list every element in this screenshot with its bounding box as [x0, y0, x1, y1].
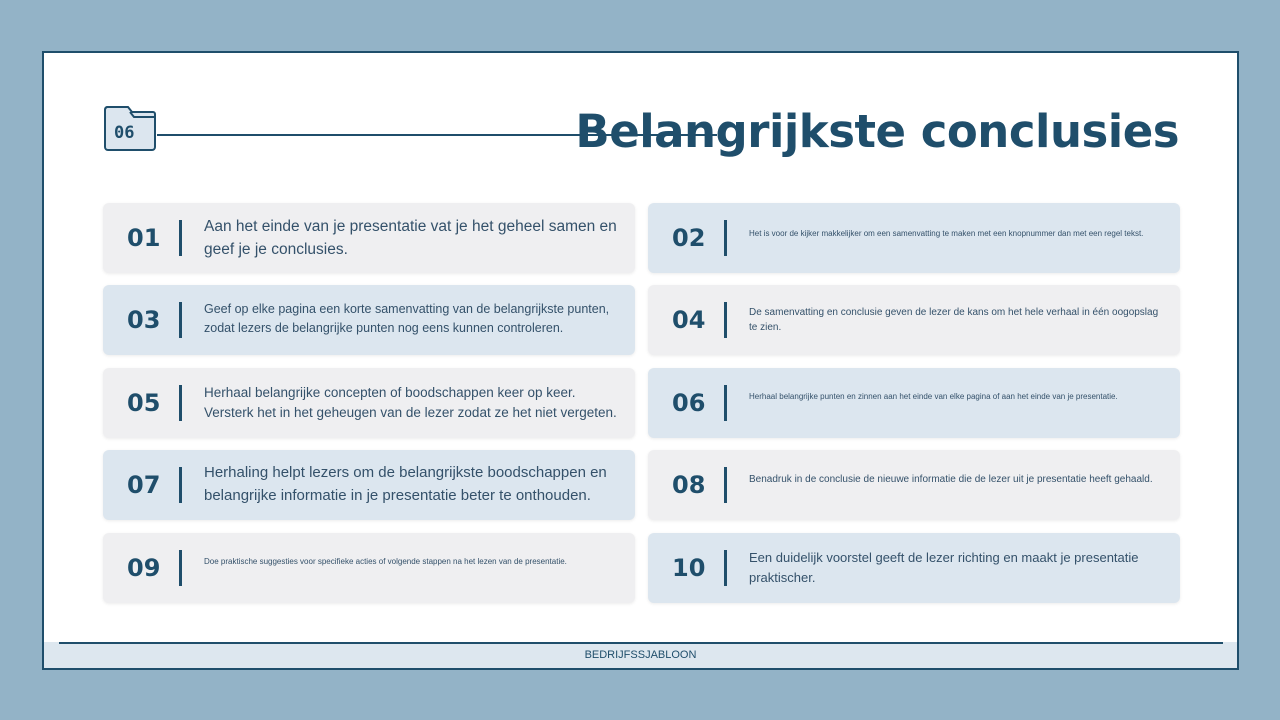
card-number: 03: [127, 306, 161, 334]
card-text: Aan het einde van je presentatie vat je het geheel samen en geef je je conclusies.: [204, 218, 617, 259]
slide: [42, 51, 1239, 670]
divider: [724, 302, 727, 338]
card-text: Herhaling helpt lezers om de belangrijkste boodschappen en belangrijke informatie in je presentatie beter te onthouden.: [204, 464, 607, 504]
footer-label: BEDRIJFSSJABLOON: [584, 649, 697, 661]
card-number: 07: [127, 471, 161, 499]
card-number: 06: [672, 389, 706, 417]
conclusion-card: [103, 285, 635, 355]
divider: [179, 467, 182, 503]
card-number: 04: [672, 306, 706, 334]
card-number: 01: [127, 224, 161, 252]
conclusion-card: [103, 533, 635, 603]
conclusion-card: [648, 533, 1180, 603]
section-number: 06: [114, 123, 135, 143]
card-number: 08: [672, 471, 706, 499]
card-text: Herhaal belangrijke punten en zinnen aan het einde van elke pagina of aan het einde van je presentatie.: [749, 392, 1118, 401]
card-text: Doe praktische suggesties voor specifieke acties of volgende stappen na het lezen van de presentatie.: [204, 557, 567, 566]
divider: [179, 550, 182, 586]
card-number: 10: [672, 554, 706, 582]
divider: [724, 220, 727, 256]
conclusion-card: [103, 450, 635, 520]
card-text: Geef op elke pagina een korte samenvatting van de belangrijkste punten, zodat lezers de belangrijke punten nog eens kunnen controleren.: [204, 302, 610, 336]
footer-divider: [59, 642, 1223, 644]
divider: [724, 385, 727, 421]
card-number: 09: [127, 554, 161, 582]
divider: [724, 467, 727, 503]
card-text: Het is voor de kijker makkelijker om een samenvatting te maken met een knopnummer dan met een regel tekst.: [749, 229, 1144, 238]
divider: [179, 385, 182, 421]
card-text: Een duidelijk voorstel geeft de lezer richting en maakt je presentatie praktischer.: [749, 550, 1139, 585]
card-number: 05: [127, 389, 161, 417]
page-title: Belangrijkste conclusies: [575, 105, 1179, 158]
conclusion-card: [648, 285, 1180, 355]
card-text: Benadruk in de conclusie de nieuwe informatie die de lezer uit je presentatie heeft gehaald.: [749, 474, 1153, 485]
divider: [724, 550, 727, 586]
conclusion-card: [103, 368, 635, 438]
card-number: 02: [672, 224, 706, 252]
divider: [179, 302, 182, 338]
card-text: De samenvatting en conclusie geven de lezer de kans om het hele verhaal in één oogopslag te zien.: [749, 307, 1159, 333]
conclusion-card: [103, 203, 635, 273]
footer: [44, 642, 1237, 668]
card-text: Herhaal belangrijke concepten of boodschappen keer op keer. Versterk het in het geheugen van de lezer zodat ze het niet vergeten.: [204, 385, 617, 421]
divider: [179, 220, 182, 256]
conclusion-card: [648, 450, 1180, 520]
conclusion-card: [648, 203, 1180, 273]
conclusion-card: [648, 368, 1180, 438]
